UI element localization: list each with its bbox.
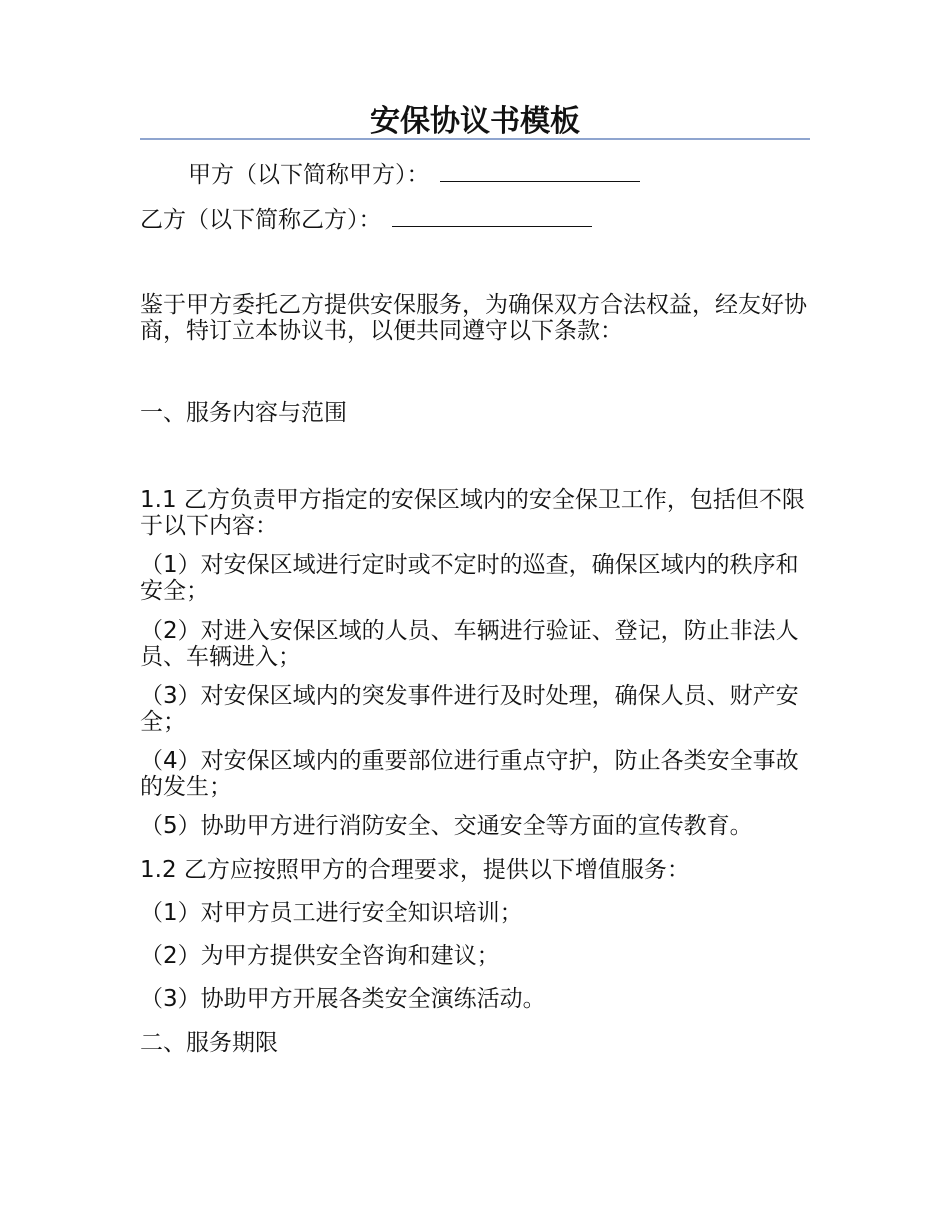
document-title: 安保协议书模板 [370,104,580,139]
party-a-blank [440,159,640,182]
party-a-line [140,159,868,190]
clause-1-1-item: （5）协助甲方进行消防安全、交通安全等方面的宣传教育。 [140,813,753,839]
clause-1-2: 1.2 乙方应按照甲方的合理要求，提供以下增值服务： [140,857,690,883]
clause-1-1-item: （2）对进入安保区域的人员、车辆进行验证、登记，防止非法人员、车辆进入； [140,618,799,670]
clause-1-1-item: （3）对安保区域内的突发事件进行及时处理，确保人员、财产安全； [140,683,799,735]
section-1-heading: 一、服务内容与范围 [140,400,347,426]
title-underline [140,138,810,140]
clause-1-1-item: （1）对安保区域进行定时或不定时的巡查，确保区域内的秩序和安全； [140,552,799,604]
clause-1-1-item: （4）对安保区域内的重要部位进行重点守护，防止各类安全事故的发生； [140,748,799,800]
party-b-line [140,204,820,235]
party-a-label: 甲方（以下简称甲方）： [188,162,430,188]
clause-1-1: 1.1 乙方负责甲方指定的安保区域内的安全保卫工作，包括但不限于以下内容： [140,487,805,539]
clause-1-2-item: （1）对甲方员工进行安全知识培训； [140,900,523,926]
preamble: 鉴于甲方委托乙方提供安保服务，为确保双方合法权益，经友好协商，特订立本协议书，以便共同遵守以下条款： [140,292,807,344]
clause-1-2-item: （3）协助甲方开展各类安全演练活动。 [140,986,546,1012]
party-b-blank [392,204,592,227]
section-2-heading: 二、服务期限 [140,1030,278,1056]
clause-1-2-item: （2）为甲方提供安全咨询和建议； [140,943,500,969]
party-b-label: 乙方（以下简称乙方）： [140,207,382,233]
